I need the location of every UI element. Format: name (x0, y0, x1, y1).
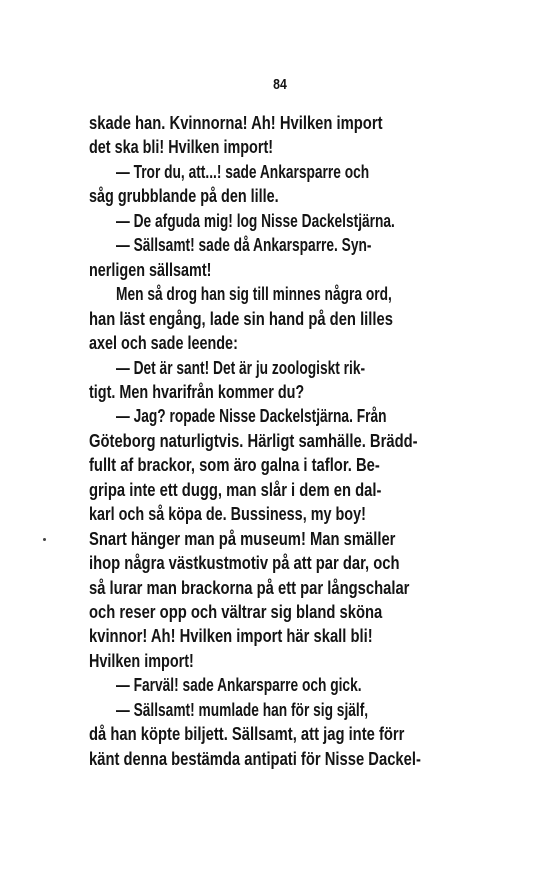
text-line: såg grubblande på den lille. (89, 186, 279, 207)
text-line: och reser opp och vältrar sig bland sköna (89, 602, 383, 622)
text-line: Snart hänger man på museum! Man smäller (89, 528, 396, 549)
text-line: axel och sade leende: (89, 333, 238, 354)
text-line: kvinnor! Ah! Hvilken import här skall bli! (89, 626, 373, 647)
text-line: — Det är sant! Det är ju zoologiskt rik- (116, 357, 366, 378)
text-line: nerligen sällsamt! (89, 259, 212, 280)
text-line: fullt af brackor, som äro galna i taflor. Be- (89, 455, 380, 476)
text-line: gripa inte ett dugg, man slår i dem en dal- (89, 479, 382, 500)
text-line: Hvilken import! (89, 650, 194, 671)
text-line: tigt. Men hvarifrån kommer du? (89, 381, 305, 402)
text-line: — Farväl! sade Ankarsparre och gick. (116, 675, 362, 696)
text-line: det ska bli! Hvilken import! (89, 137, 274, 158)
text-line: — Sällsamt! sade då Ankarsparre. Syn- (116, 235, 372, 256)
text-line: — Jag? ropade Nisse Dackelstjärna. Från (116, 406, 387, 427)
text-line: Göteborg naturligtvis. Härligt samhälle. Brädd- (89, 430, 418, 451)
print-speck (43, 538, 46, 541)
page-number: 84 (273, 76, 287, 93)
text-line: ihop några västkustmotiv på att par dar, och (89, 553, 400, 574)
text-line: — Sällsamt! mumlade han för sig själf, (116, 699, 369, 720)
text-line: — Tror du, att...! sade Ankarsparre och (116, 161, 370, 182)
text-line: så lurar man brackorna på ett par långschalar (89, 577, 410, 598)
text-line: känt denna bestämda antipati för Nisse Dackel- (89, 748, 421, 769)
text-line: Men så drog han sig till minnes några ord, (116, 284, 392, 305)
text-line: skade han. Kvinnorna! Ah! Hvilken import (89, 113, 383, 133)
text-line: karl och så köpa de. Bussiness, my boy! (89, 504, 366, 525)
text-line: då han köpte biljett. Sällsamt, att jag inte förr (89, 724, 405, 745)
text-line: han läst engång, lade sin hand på den lilles (89, 308, 393, 329)
text-line: — De afguda mig! log Nisse Dackelstjärna. (116, 210, 395, 231)
